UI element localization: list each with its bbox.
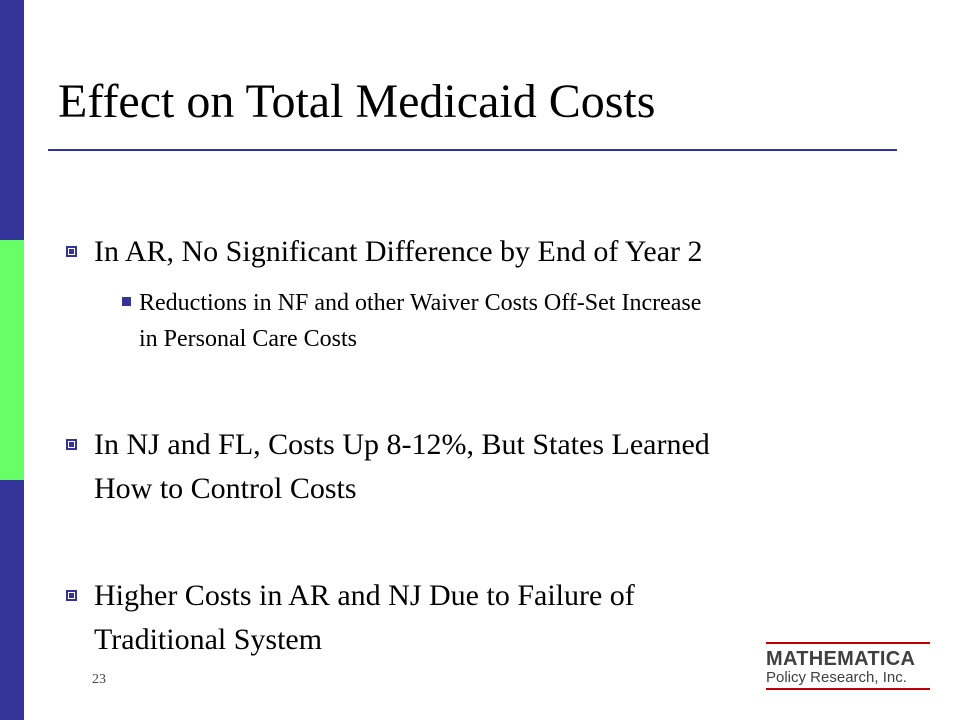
slide-title: Effect on Total Medicaid Costs xyxy=(58,75,656,128)
bullet-text: Higher Costs in AR and NJ Due to Failure of xyxy=(94,579,635,612)
logo-bottom-rule xyxy=(766,688,930,690)
side-bar-bottom xyxy=(0,480,24,720)
title-underline xyxy=(48,149,897,151)
logo-tagline: Policy Research, Inc. xyxy=(766,669,907,686)
bullet-text: In AR, No Significant Difference by End of Year 2 xyxy=(94,235,703,268)
side-bar-top xyxy=(0,0,24,240)
bullet-text: Traditional System xyxy=(94,623,323,656)
square-sub-bullet-icon xyxy=(122,297,131,306)
square-bullet-icon xyxy=(66,439,77,450)
page-number: 23 xyxy=(92,672,106,687)
sub-bullet-text: Reductions in NF and other Waiver Costs Off-Set Increase xyxy=(139,290,702,316)
side-bar-accent xyxy=(0,240,24,480)
bullet-text: How to Control Costs xyxy=(94,472,357,505)
mathematica-logo xyxy=(766,642,930,692)
bullet-text: In NJ and FL, Costs Up 8-12%, But States Learned xyxy=(94,428,710,461)
square-bullet-icon xyxy=(66,590,77,601)
sub-bullet-text: in Personal Care Costs xyxy=(139,326,357,352)
logo-wordmark: MATHEMATICA xyxy=(766,648,916,670)
logo-top-rule xyxy=(766,642,930,644)
square-bullet-icon xyxy=(66,246,77,257)
